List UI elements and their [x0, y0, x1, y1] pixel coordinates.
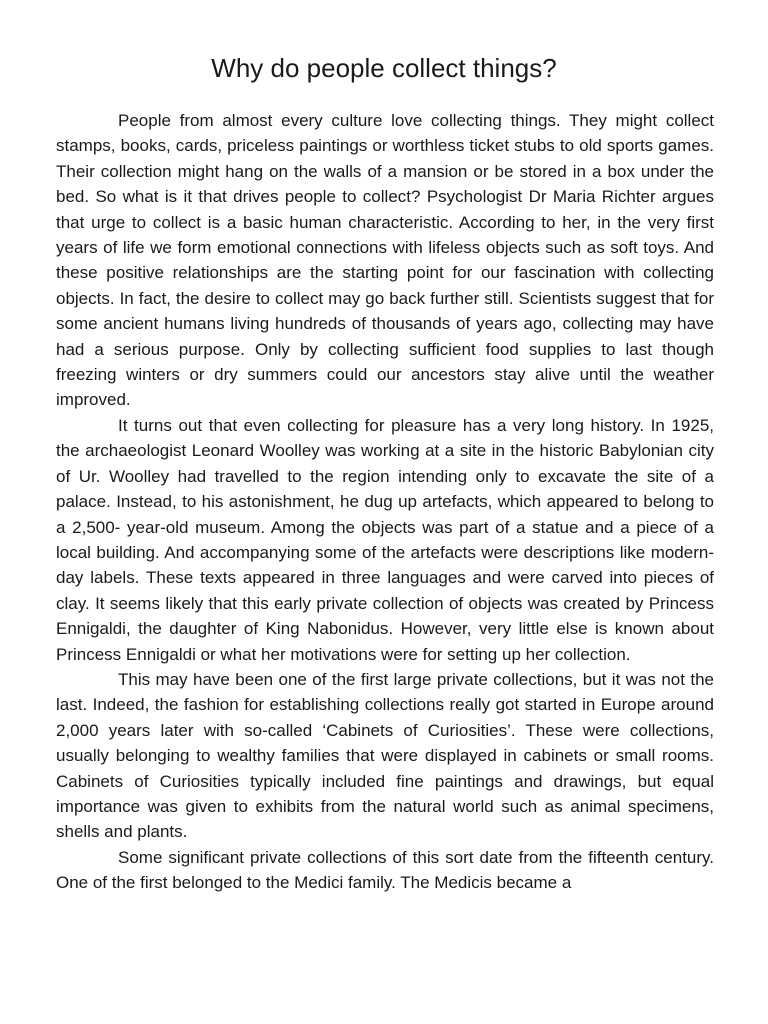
paragraph-4: Some significant private collections of this sort date from the fifteenth century. One of the first belonged to the Medici family. The Medicis became a	[56, 847, 714, 893]
paragraph-3: This may have been one of the first large private collections, but it was not the last. Indeed, the fashion for establishing collections really got started in Europe around 2,000 years later with so-called ‘Cabinets of Curiosities’. These were collections, usually belonging to wealthy families that were displayed in cabinets or small rooms. Cabinets of Curiosities typically included fine paintings and drawings, but equal importance was given to exhibits from the natural world such as animal specimens, shells and plants.	[56, 669, 714, 842]
paragraph-1: People from almost every culture love collecting things. They might collect stamps, books, cards, priceless paintings or worthless ticket stubs to old sports games. Their collection might hang on the walls of a mansion or be stored in a box under the bed. So what is it that drives people to collect? Psychologist Dr Maria Richter argues that urge to collect is a basic human characteristic. According to her, in the very first years of life we form emotional connections with lifeless objects such as soft toys. And these positive relationships are the starting point for our fascination with collecting objects. In fact, the desire to collect may go back further still. Scientists suggest that for some ancient humans living hundreds of thousands of years ago, collecting may have had a serious purpose. Only by collecting sufficient food supplies to last though freezing winters or dry summers could our ancestors stay alive until the weather improved.	[56, 111, 714, 410]
paragraph-2: It turns out that even collecting for pleasure has a very long history. In 1925, the archaeologist Leonard Woolley was working at a site in the historic Babylonian city of Ur. Woolley had travelled to the region intending only to excavate the site of a palace. Instead, to his astonishment, he dug up artefacts, which appeared to belong to a 2,500- year-old museum. Among the objects was part of a statue and a piece of a local building. And accompanying some of the artefacts were descriptions like modern-day labels. These texts appeared in three languages and were carved into pieces of clay. It seems likely that this early private collection of objects was created by Princess Ennigaldi, the daughter of King Nabonidus. However, very little else is known about Princess Ennigaldi or what her motivations were for setting up her collection.	[56, 415, 714, 664]
page-title: Why do people collect things?	[211, 53, 557, 83]
article-body	[56, 108, 714, 896]
